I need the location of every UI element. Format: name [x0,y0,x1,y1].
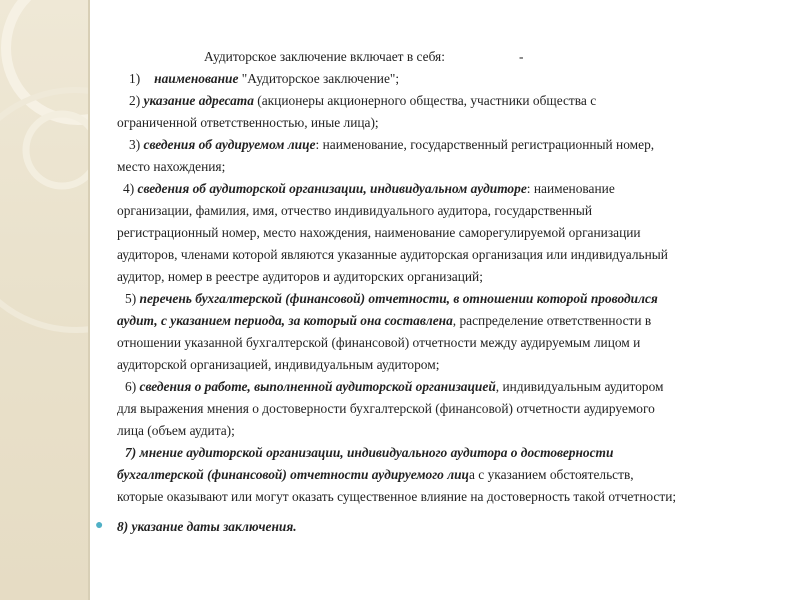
title-text: Аудиторское заключение включает в себя: [204,49,445,64]
item-2-heading: указание адресата [143,93,254,108]
item-5-heading: перечень бухгалтерской (финансовой) отчетности, в отношении которой проводился [139,291,658,306]
item-5-text: аудиторской организацией, индивидуальным аудитором; [117,357,440,372]
item-5-line-2: аудит, с указанием периода, за который она составлена, распределение ответственности в [117,313,652,328]
bullet-icon: ● [95,518,104,533]
item-6-heading: сведения о работе, выполненной аудиторской организацией [139,379,496,394]
panel-divider [88,0,90,600]
list-item-1: 1) наименование "Аудиторское заключение"; [129,71,400,86]
list-item-4: 4) сведения об аудиторской организации, индивидуальном аудиторе: наименование [123,181,615,196]
item-5-text: отношении указанной бухгалтерской (финансовой) отчетности между аудируемым лицом и [117,335,641,350]
item-7-line-2: бухгалтерской (финансовой) отчетности аудируемого лица с указанием обстоятельств, [117,467,634,482]
slide-body [117,46,777,508]
item-2-text: ограниченной ответственностью, иные лица); [117,115,379,130]
list-item-2: 2) указание адресата (акционеры акционерного общества, участники общества с [129,93,597,108]
ring-faint [0,90,90,330]
list-item-5: 5) перечень бухгалтерской (финансовой) отчетности, в отношении которой проводился [125,291,658,306]
list-item-7: 7) мнение аудиторской организации, индивидуального аудитора о достоверности [125,445,614,460]
item-6-text: для выражения мнения о достоверности бухгалтерской (финансовой) отчетности аудируемого [117,401,655,416]
list-item-8: 8) указание даты заключения. [117,519,297,534]
list-item-6: 6) сведения о работе, выполненной аудиторской организацией, индивидуальным аудитором [125,379,664,394]
item-7-text: которые оказывают или могут оказать существенное влияние на достоверность такой отчетности; [117,489,677,504]
item-4-text: аудитор, номер в реестре аудиторов и аудиторских организаций; [117,269,483,284]
item-4-text: регистрационный номер, место нахождения, наименование саморегулируемой организации [117,225,641,240]
item-3-heading: сведения об аудируемом лице [143,137,316,152]
item-1-heading: наименование [154,71,239,86]
item-3-text: место нахождения; [117,159,226,174]
item-4-heading: сведения об аудиторской организации, индивидуальном аудиторе [137,181,527,196]
slide-title [117,46,777,68]
item-4-text: аудиторов, членами которой являются указанные аудиторская организация или индивидуальный [117,247,668,262]
title-dash: - [518,49,524,64]
item-7-heading: мнение аудиторской организации, индивидуального аудитора о достоверности [139,445,614,460]
list-item-3: 3) сведения об аудируемом лице: наименование, государственный регистрационный номер, [129,137,655,152]
decorative-rings [0,0,90,600]
decorative-side-panel [0,0,90,600]
item-4-text: организации, фамилия, имя, отчество индивидуального аудитора, государственный [117,203,593,218]
item-6-text: лица (объем аудита); [117,423,235,438]
